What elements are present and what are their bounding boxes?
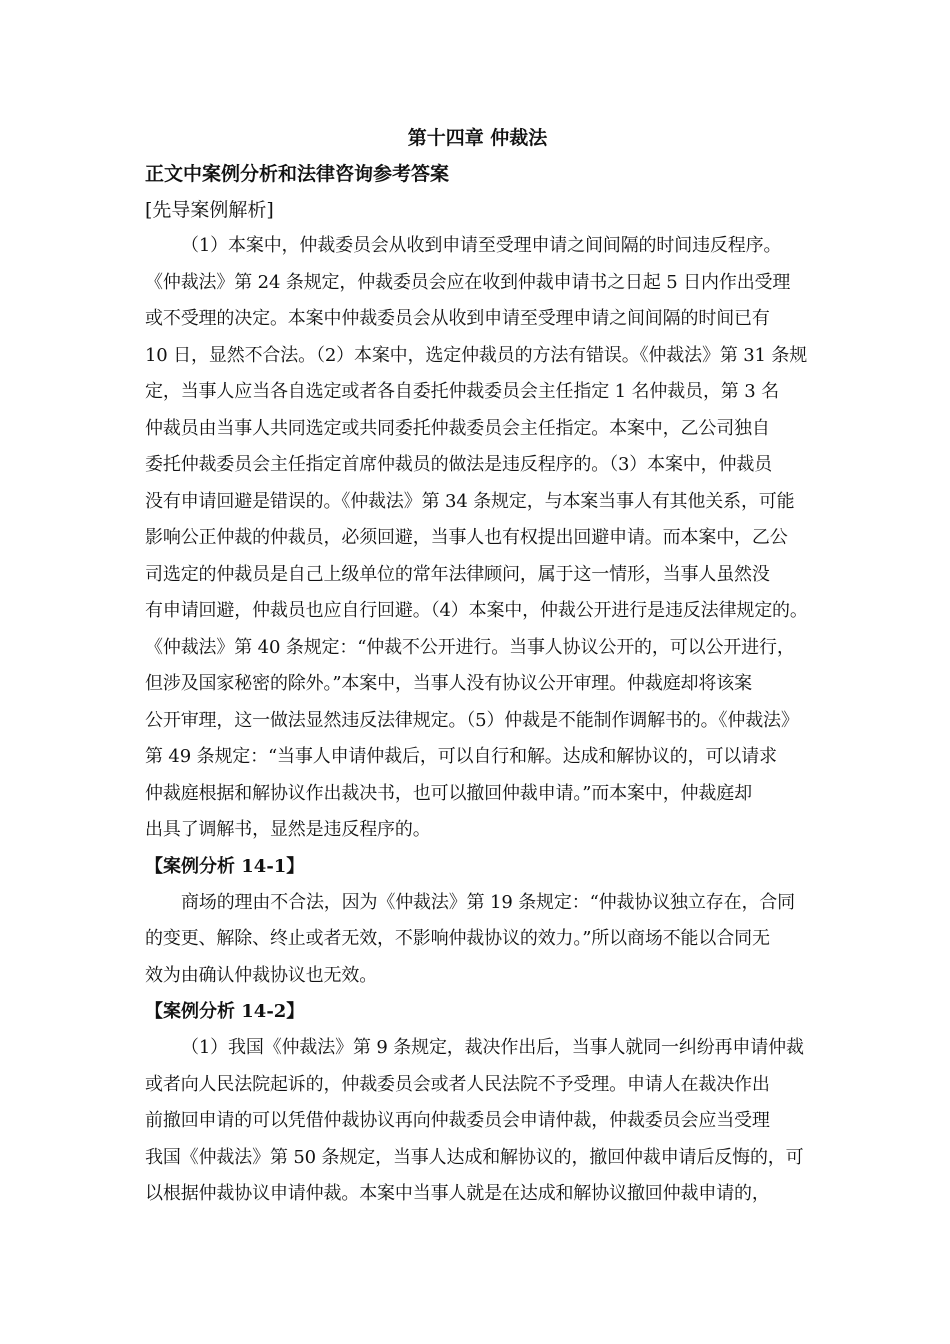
text-line: 前撤回申请的可以凭借仲裁协议再向仲裁委员会申请仲裁，仲裁委员会应当受理 xyxy=(145,1110,770,1131)
document-subtitle: 正文中案例分析和法律咨询参考答案 xyxy=(145,163,450,185)
text-line: 委托仲裁委员会主任指定首席仲裁员的做法是违反程序的。（3）本案中，仲裁员 xyxy=(145,454,773,475)
text-line: 以根据仲裁协议申请仲裁。本案中当事人就是在达成和解协议撤回仲裁申请的， xyxy=(145,1183,770,1204)
text-line: 《仲裁法》第 24 条规定，仲裁委员会应在收到仲裁申请书之日起 5 日内作出受理 xyxy=(145,271,791,293)
chapter-title: 第十四章 仲裁法 xyxy=(407,127,548,149)
text-line: 10 日，显然不合法。（2）本案中，选定仲裁员的方法有错误。《仲裁法》第 31 条规 xyxy=(145,344,808,366)
lead-case-body xyxy=(145,228,810,849)
text-line: 但涉及国家秘密的除外。”本案中，当事人没有协议公开审理。仲裁庭却将该案 xyxy=(145,673,752,694)
case-14-1-heading: 【案例分析 14-1】 xyxy=(145,855,305,877)
text-line: 定，当事人应当各自选定或者各自委托仲裁委员会主任指定 1 名仲裁员，第 3 名 xyxy=(145,381,779,402)
text-line: 司选定的仲裁员是自己上级单位的常年法律顾问，属于这一情形，当事人虽然没 xyxy=(145,563,770,585)
text-line: 的变更、解除、终止或者无效，不影响仲裁协议的效力。”所以商场不能以合同无 xyxy=(145,928,770,949)
text-line: 《仲裁法》第 40 条规定：“仲裁不公开进行。当事人协议公开的，可以公开进行， xyxy=(145,636,795,658)
text-line: （1）我国《仲裁法》第 9 条规定，裁决作出后，当事人就同一纠纷再申请仲裁 xyxy=(181,1037,804,1058)
text-line: 第 49 条规定：“当事人申请仲裁后，可以自行和解。达成和解协议的，可以请求 xyxy=(145,746,777,767)
text-line: 公开审理，这一做法显然违反法律规定。（5）仲裁是不能制作调解书的。《仲裁法》 xyxy=(145,709,799,731)
text-line: 我国《仲裁法》第 50 条规定，当事人达成和解协议的，撤回仲裁申请后反悔的，可 xyxy=(145,1146,804,1168)
case-14-2-body xyxy=(145,1030,810,1213)
text-line: 仲裁员由当事人共同选定或共同委托仲裁委员会主任指定。本案中，乙公司独自 xyxy=(145,417,770,439)
text-line: 没有申请回避是错误的。《仲裁法》第 34 条规定，与本案当事人有其他关系，可能 xyxy=(145,490,795,512)
text-line: 仲裁庭根据和解协议作出裁决书，也可以撤回仲裁申请。”而本案中，仲裁庭却 xyxy=(145,782,752,804)
document-page xyxy=(145,120,810,1213)
text-line: （1）本案中，仲裁委员会从收到申请至受理申请之间间隔的时间违反程序。 xyxy=(181,235,782,256)
text-line: 效为由确认仲裁协议也无效。 xyxy=(145,964,378,986)
text-line: 影响公正仲裁的仲裁员，必须回避，当事人也有权提出回避申请。而本案中，乙公 xyxy=(145,527,788,548)
case-14-1-body xyxy=(145,885,810,995)
text-line: 商场的理由不合法，因为《仲裁法》第 19 条规定：“仲裁协议独立存在，合同 xyxy=(181,891,795,913)
case-14-2-heading: 【案例分析 14-2】 xyxy=(145,1001,305,1022)
text-line: 有申请回避，仲裁员也应自行回避。（4）本案中，仲裁公开进行是违反法律规定的。 xyxy=(145,600,808,621)
lead-case-heading: [先导案例解析] xyxy=(145,199,274,221)
text-line: 出具了调解书，显然是违反程序的。 xyxy=(145,819,431,840)
text-line: 或者向人民法院起诉的，仲裁委员会或者人民法院不予受理。申请人在裁决作出 xyxy=(145,1073,770,1095)
text-line: 或不受理的决定。本案中仲裁委员会从收到申请至受理申请之间间隔的时间已有 xyxy=(145,308,770,329)
